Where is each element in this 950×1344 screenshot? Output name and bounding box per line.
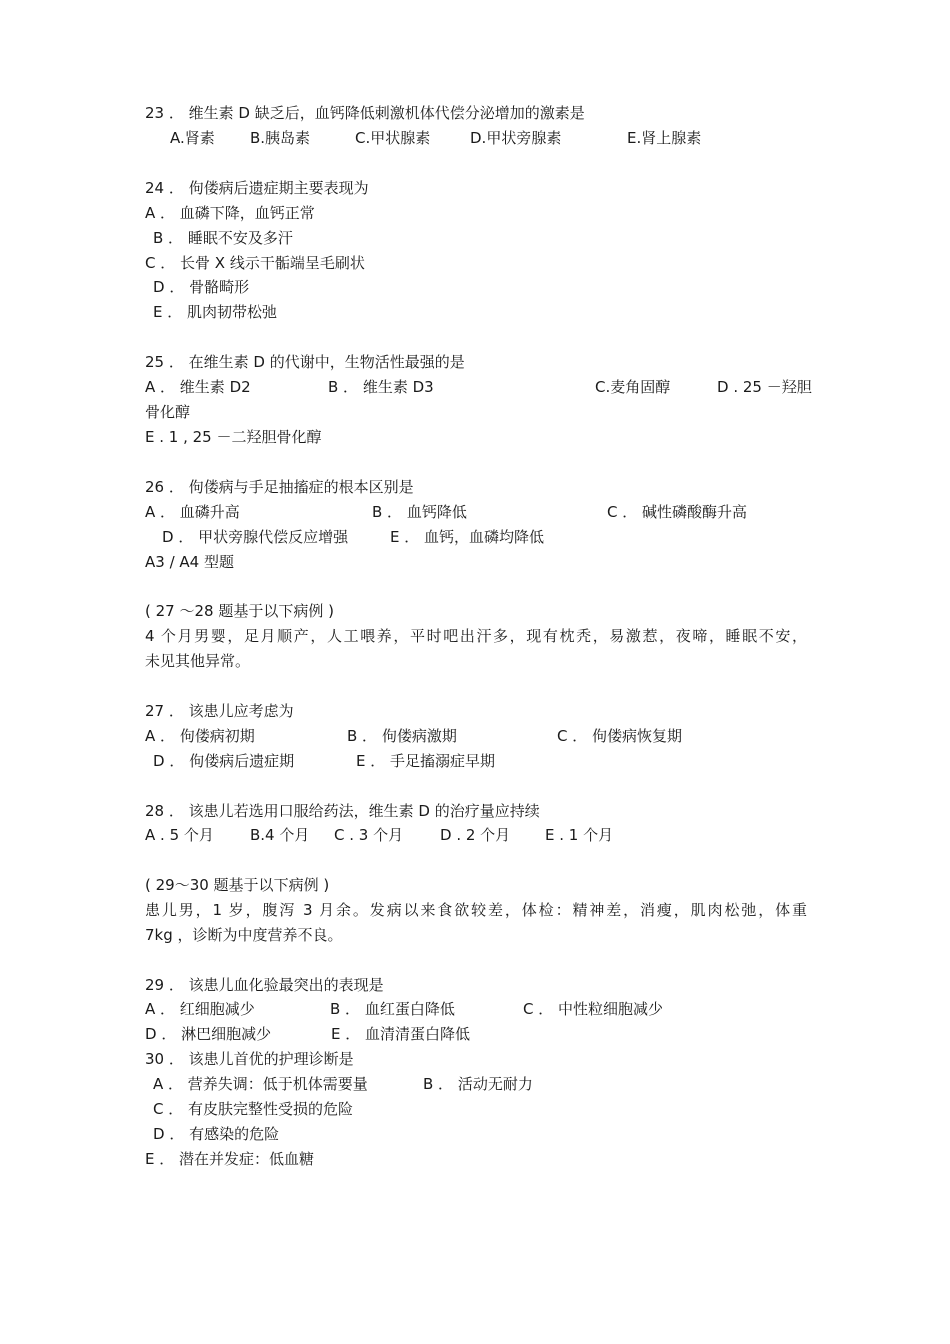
q28-option-a: A . 5 个月 [145,826,214,844]
q23-option-c: C.甲状腺素 [355,129,431,147]
q28-option-b: B.4 个月 [250,826,310,844]
q29-option-d: D ． 淋巴细胞减少 [145,1025,272,1043]
case1-text-line2: 未见其他异常。 [145,652,251,670]
q27-option-e: E ． 手足搐溺症早期 [356,752,496,770]
q25-option-a: A ． 维生素 D2 [145,378,251,396]
q26-option-a: A ． 血磷升高 [145,503,240,521]
q29-option-e: E ． 血清清蛋白降低 [331,1025,471,1043]
q30-stem: 30 ． 该患儿首优的护理诊断是 [145,1050,354,1068]
q23-option-b: B.胰岛素 [250,129,311,147]
q29-option-a: A ． 红细胞减少 [145,1000,255,1018]
q30-option-e: E ． 潜在并发症：低血糖 [145,1150,315,1168]
case1-text-line1: 4 个月男婴，足月顺产，人工喂养，平时吧出汗多，现有枕秃，易激惹，夜啼，睡眠不安， [145,627,807,645]
q28-option-c: C . 3 个月 [334,826,404,844]
case2-header: ( 29～30 题基于以下病例 ) [145,876,330,894]
q26-option-c: C ． 碱性磷酸酶升高 [607,503,748,521]
q26-stem: 26 ． 佝偻病与手足抽搐症的根本区别是 [145,478,414,496]
q30-option-c: C ． 有皮肤完整性受损的危险 [153,1100,354,1118]
section-heading: A3 / A4 型题 [145,553,234,571]
q23-stem: 23 ． 维生素 D 缺乏后，血钙降低刺激机体代偿分泌增加的激素是 [145,104,585,122]
q29-stem: 29 ． 该患儿血化验最突出的表现是 [145,976,384,994]
q27-option-b: B ． 佝偻病激期 [347,727,457,745]
q28-stem: 28 ． 该患儿若选用口服给药法，维生素 D 的治疗量应持续 [145,802,540,820]
case1-header: ( 27 ～28 题基于以下病例 ) [145,602,334,620]
q26-option-d: D ． 甲状旁腺代偿反应增强 [162,528,349,546]
case2-text-line2: 7kg ，诊断为中度营养不良。 [145,926,343,944]
q27-option-c: C ． 佝偻病恢复期 [557,727,683,745]
q25-option-b: B ． 维生素 D3 [328,378,434,396]
q25-option-d-continued: 骨化醇 [145,403,191,421]
q25-option-e: E . 1 , 25 －二羟胆骨化醇 [145,428,322,446]
q28-option-d: D . 2 个月 [440,826,511,844]
q27-option-a: A ． 佝偻病初期 [145,727,255,745]
q26-option-e: E ． 血钙，血磷均降低 [390,528,545,546]
q28-option-e: E . 1 个月 [545,826,614,844]
q29-option-c: C ． 中性粒细胞减少 [523,1000,664,1018]
case2-text-line1: 患儿男，1 岁，腹泻 3 月余。发病以来食欲较差，体检：精神差，消瘦，肌肉松弛，体重 [145,901,807,919]
q27-option-d: D ． 佝偻病后遗症期 [153,752,295,770]
q30-option-a: A ． 营养失调：低于机体需要量 [153,1075,368,1093]
q26-option-b: B ． 血钙降低 [372,503,467,521]
q24-option-a: A ． 血磷下降，血钙正常 [145,204,315,222]
q24-option-c: C ． 长骨 X 线示干骺端呈毛刷状 [145,254,365,272]
q24-option-b: B ． 睡眠不安及多汗 [153,229,293,247]
q25-option-c: C.麦角固醇 [595,378,671,396]
q25-option-d: D . 25 －羟胆 [717,378,812,396]
q29-option-b: B ． 血红蛋白降低 [330,1000,455,1018]
q27-stem: 27 ． 该患儿应考虑为 [145,702,294,720]
q24-option-d: D ． 骨骼畸形 [153,278,250,296]
q25-stem: 25 ． 在维生素 D 的代谢中，生物活性最强的是 [145,353,465,371]
q23-option-e: E.肾上腺素 [627,129,702,147]
q23-option-a: A.肾素 [170,129,215,147]
q30-option-d: D ． 有感染的危险 [153,1125,280,1143]
q24-option-e: E ． 肌肉韧带松弛 [153,303,278,321]
q30-option-b: B ． 活动无耐力 [423,1075,533,1093]
q24-stem: 24 ． 佝偻病后遗症期主要表现为 [145,179,369,197]
q23-option-d: D.甲状旁腺素 [470,129,562,147]
